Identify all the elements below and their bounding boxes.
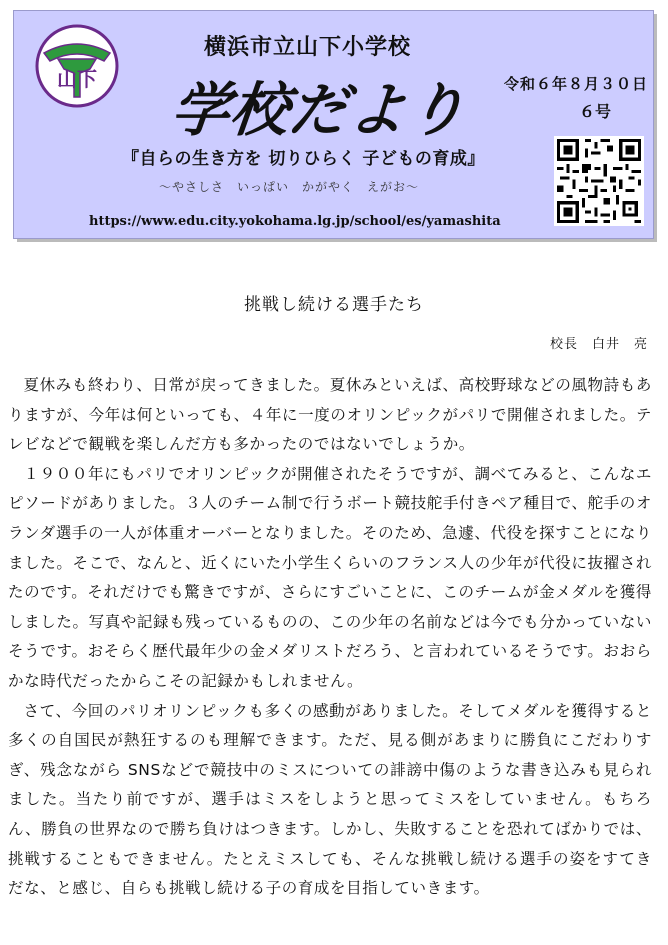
newsletter-header — [13, 10, 654, 239]
article-paragraph: １９００年にもパリでオリンピックが開催されたそうですが、調べてみると、こんなエピソードがありました。３人のチーム制で行うボート競技舵手付きペア種目で、舵手のオランダ選手の一人が体重オーバーとなりました。そのため、急遽、代役を探すことになりました。そこで、なんと、近くにいた小学生くらいのフランス人の少年が代役に抜擢されたのです。それだけでも驚きですが、さらにすごいことに、このチームが金メダルを獲得しました。写真や記録も残っているものの、この少年の名前などは今でも分かっていないそうです。おそらく歴代最年少の金メダリストだろう、と言われているそうです。おおらかな時代だったからこその記録かもしれません。 — [8, 464, 652, 690]
article-paragraph: 夏休みも終わり、日常が戻ってきました。夏休みといえば、高校野球などの風物詩もありますが、今年は何といっても、４年に一度のオリンピックがパリで開催されました。テレビなどで観戦を楽しんだ方も多かったのではないでしょうか。 — [8, 376, 652, 454]
article-paragraph: さて、今回のパリオリンピックも多くの感動がありました。そしてメダルを獲得すると多くの自国民が熱狂するのも理解できます。ただ、見る側があまりに勝負にこだわりすぎ、残念ながら SNSなどで競技中のミスについての誹謗中傷のような書き込みも見られました。当たり前ですが、選手はミスをしようと思ってミスをしていません。もちろん、勝負の世界なので勝ち負けはつきます。しかし、失敗することを恐れてばかりでは、挑戦することもできません。たとえミスしても、そんな挑戦し続ける選手の姿をすてきだな、と感じ、自らも挑戦し続ける子の育成を目指していきます。 — [8, 701, 652, 898]
qr-code-icon[interactable] — [554, 136, 644, 226]
school-name: 横浜市立山下小学校 — [204, 35, 412, 60]
article-title: 挑戦し続ける選手たち — [244, 295, 424, 315]
newsletter-title: 学校だより — [167, 76, 471, 144]
school-motto: 『自らの生き方を 切りひらく 子どもの育成』 — [122, 149, 485, 169]
issue-number: ６号 — [579, 102, 612, 121]
emblem-text: 山下 — [57, 67, 97, 91]
article-author: 校長 白井 亮 — [549, 337, 648, 352]
issue-date: 令和６年８月３０日 — [504, 75, 649, 93]
school-emblem-icon — [34, 23, 120, 109]
school-url-link[interactable]: https://www.edu.city.yokohama.lg.jp/school/es/yamashita — [89, 214, 501, 229]
article-body — [8, 371, 652, 904]
school-tagline: ～やさしさ いっぱい かがやく えがお～ — [159, 180, 420, 194]
